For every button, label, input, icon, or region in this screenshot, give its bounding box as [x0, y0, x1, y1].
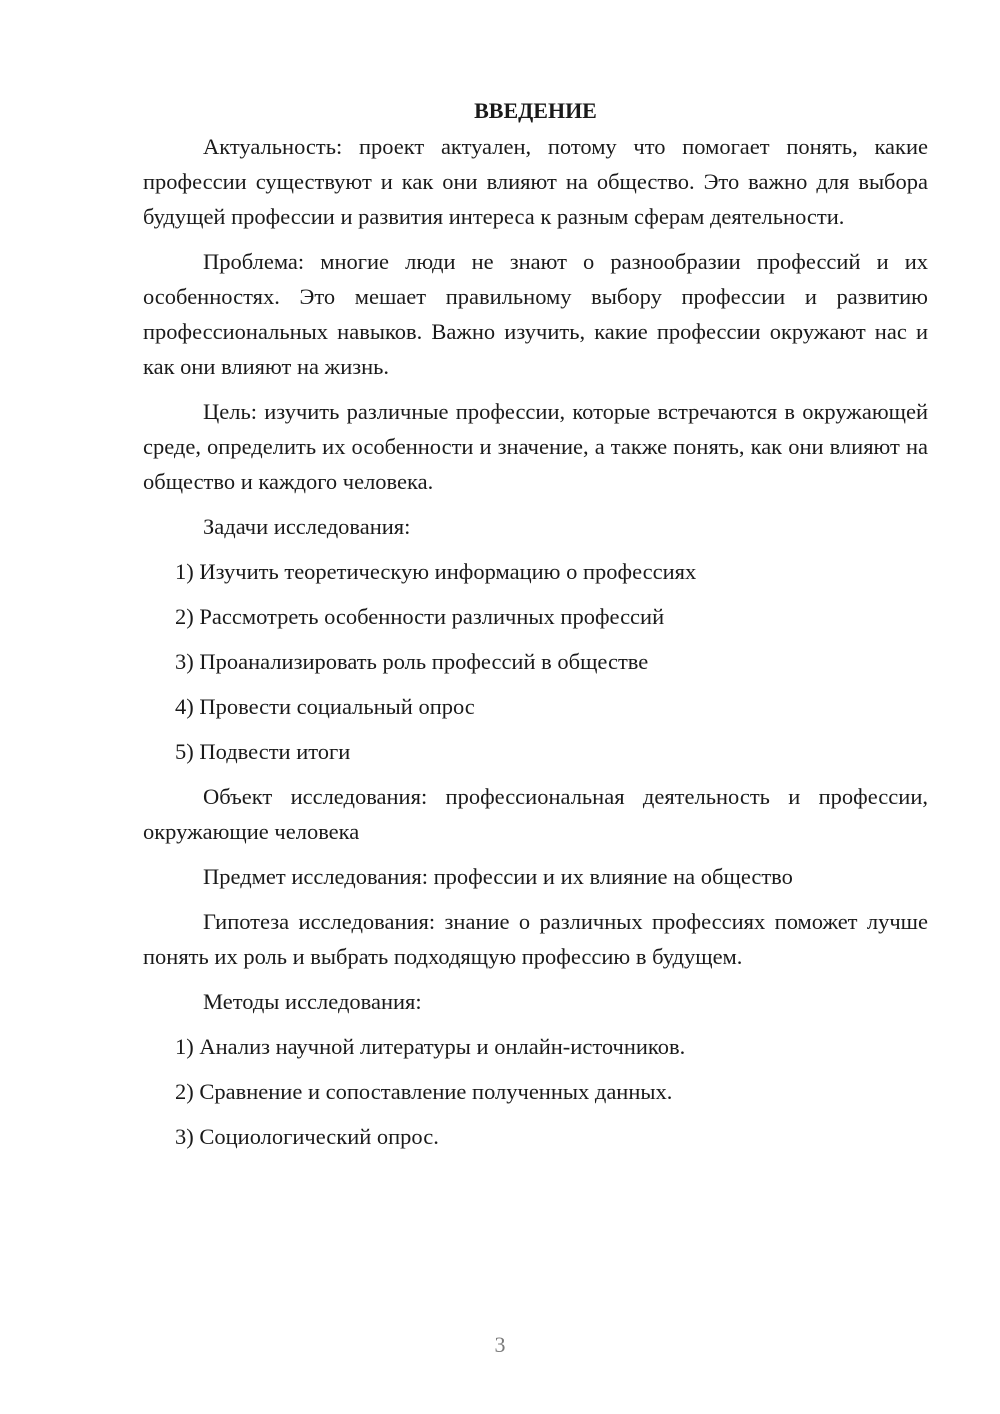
- list-item: 1) Анализ научной литературы и онлайн-источников.: [175, 1034, 686, 1059]
- section-heading: ВВЕДЕНИЕ: [474, 98, 597, 123]
- list-item: 2) Сравнение и сопоставление полученных данных.: [175, 1079, 673, 1104]
- problem-paragraph: Проблема: многие люди не знают о разнообразии профессий и их особенностях. Это мешает правильному выбору профессии и развитию профессиональных навыков. Важно изучить, какие профессии окружают нас и как они влияют на жизнь.: [143, 249, 928, 379]
- list-item: 3) Социологический опрос.: [175, 1124, 439, 1149]
- page-number: 3: [494, 1332, 506, 1357]
- goal-paragraph: Цель: изучить различные профессии, которые встречаются в окружающей среде, определить их особенности и значение, а также понять, как они влияют на общество и каждого человека.: [143, 399, 928, 494]
- object-paragraph: Объект исследования: профессиональная деятельность и профессии, окружающие человека: [143, 784, 928, 844]
- list-item: 4) Провести социальный опрос: [175, 694, 475, 719]
- tasks-list: [143, 554, 928, 769]
- subject-paragraph: Предмет исследования: профессии и их влияние на общество: [203, 864, 793, 889]
- document-page: [143, 93, 928, 1164]
- tasks-title: Задачи исследования:: [203, 514, 411, 539]
- relevance-paragraph: Актуальность: проект актуален, потому что помогает понять, какие профессии существуют и как они влияют на общество. Это важно для выбора будущей профессии и развития интереса к разным сферам деятельности.: [143, 134, 928, 229]
- methods-list: [143, 1029, 928, 1154]
- list-item: 5) Подвести итоги: [175, 739, 351, 764]
- hypothesis-paragraph: Гипотеза исследования: знание о различных профессиях поможет лучше понять их роль и выбрать подходящую профессию в будущем.: [143, 909, 928, 969]
- list-item: 2) Рассмотреть особенности различных профессий: [175, 604, 665, 629]
- methods-title: Методы исследования:: [203, 989, 422, 1014]
- list-item: 3) Проанализировать роль профессий в обществе: [175, 649, 649, 674]
- list-item: 1) Изучить теоретическую информацию о профессиях: [175, 559, 697, 584]
